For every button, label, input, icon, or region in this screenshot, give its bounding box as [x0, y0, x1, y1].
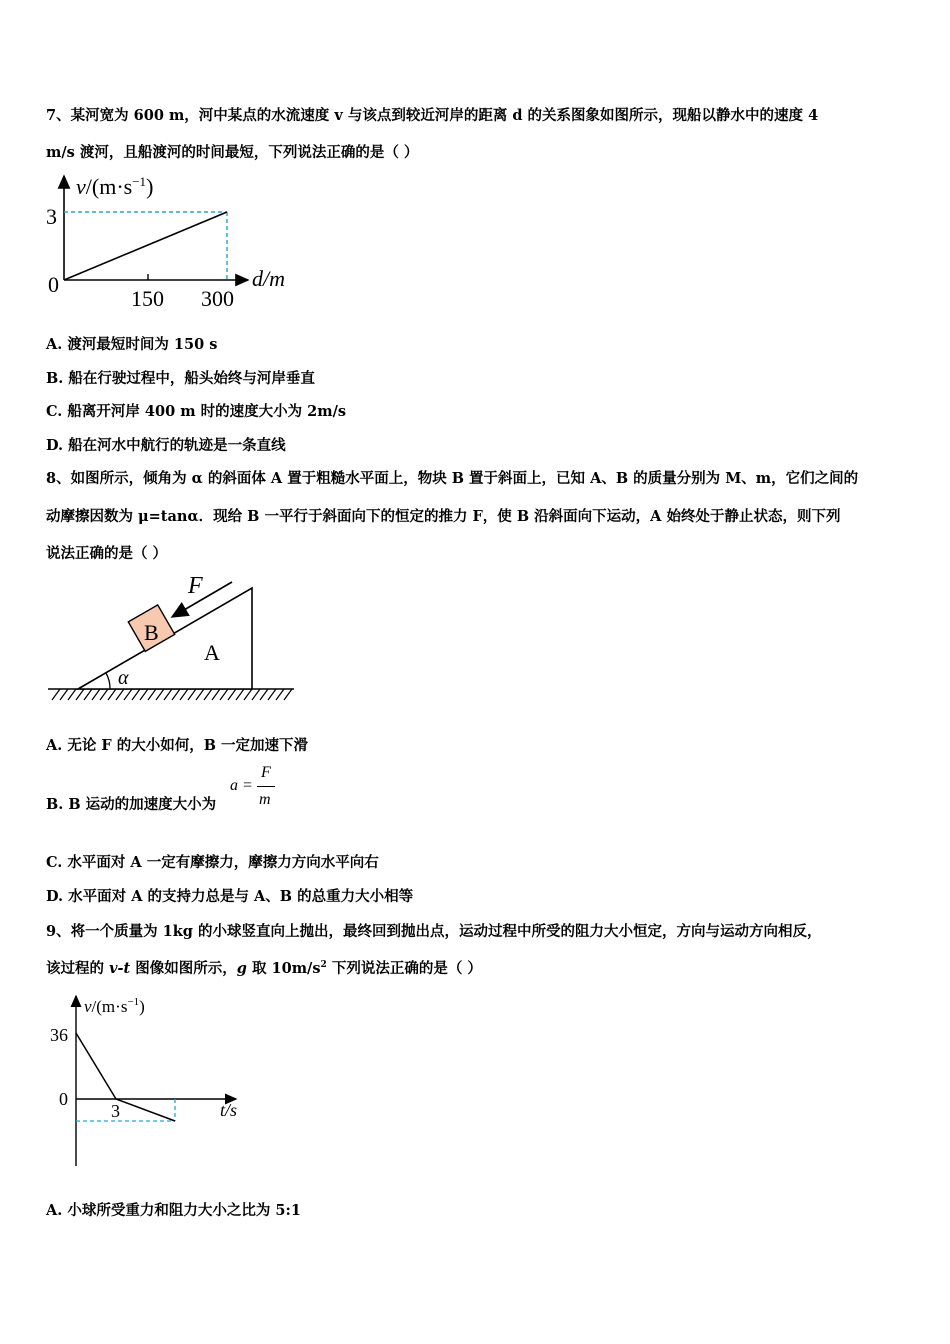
q9-y-label-text: /(m·s — [91, 997, 128, 1016]
q7-x-tick-300: 300 — [201, 286, 234, 311]
q7-velocity-distance-graph — [40, 168, 310, 313]
q8-angle-label: α — [118, 667, 129, 689]
q8-ground-hatch — [52, 689, 292, 700]
q9-line2-b: 图像如图所示， — [130, 960, 237, 977]
q9-vt-graph — [44, 988, 264, 1173]
q9-line2-g: g — [236, 960, 247, 977]
q7-option-a[interactable]: A. 渡河最短时间为 150 s — [46, 336, 218, 353]
q8-option-b-text: B. B 运动的加速度大小为 — [46, 796, 217, 813]
q9-x-tick-3: 3 — [111, 1101, 120, 1121]
q7-y-label-end: ) — [146, 174, 154, 199]
q8-option-a[interactable]: A. 无论 F 的大小如何，B 一定加速下滑 — [46, 737, 309, 754]
q7-option-c[interactable]: C. 船离开河岸 400 m 时的速度大小为 2m/s — [46, 403, 347, 420]
q8-incline-figure — [44, 566, 299, 706]
q9-data-line — [76, 1033, 175, 1121]
q8-force-label: F — [188, 573, 203, 599]
q8-block-label: B — [144, 620, 159, 645]
q7-y-label-sup: −1 — [132, 174, 147, 189]
q7-stem-line1: 7、某河宽为 600 m，河中某点的水流速度 v 与该点到较近河岸的距离 d 的关系图象如图所示，现船以静水中的速度 4 — [46, 107, 819, 124]
q7-option-b[interactable]: B. 船在行驶过程中，船头始终与河岸垂直 — [46, 370, 315, 387]
q7-y-axis-label: $v/(m\cdot s^{-1})$ — [76, 174, 154, 199]
q7-x-axis-label: d/m — [252, 266, 285, 291]
q8-stem-line1: 8、如图所示，倾角为 α 的斜面体 A 置于粗糙水平面上，物块 B 置于斜面上，已知 A、B 的质量分别为 M、m，它们之间的 — [46, 470, 859, 487]
q9-y-label-end: ) — [139, 997, 145, 1016]
q7-y-tick-3: 3 — [46, 204, 57, 229]
q8-wedge-label: A — [204, 640, 220, 665]
q9-line2-sup: 2 — [320, 960, 327, 971]
q8-option-d[interactable]: D. 水平面对 A 的支持力总是与 A、B 的总重力大小相等 — [46, 888, 414, 905]
q9-y-tick-36: 36 — [50, 1025, 68, 1045]
q9-stem-line2 — [46, 957, 910, 978]
q9-option-a[interactable]: A. 小球所受重力和阻力大小之比为 5:1 — [46, 1202, 301, 1219]
q7-data-line — [64, 212, 227, 280]
q7-x-tick-150: 150 — [131, 286, 164, 311]
q9-line2-d: 下列说法正确的是（ ） — [326, 960, 482, 977]
q8-formula-numerator: F — [261, 764, 271, 781]
q9-x-axis-label: t/s — [220, 1100, 238, 1120]
q9-origin-label: 0 — [59, 1089, 68, 1109]
q9-y-label-sup: −1 — [127, 996, 140, 1008]
q7-origin-label: 0 — [48, 272, 59, 297]
q9-line2-c: 取 10m/s — [246, 960, 321, 977]
q7-y-label-text: /(m·s — [85, 174, 133, 199]
q9-line2-a: 该过程的 — [46, 960, 110, 977]
q9-stem-line1: 9、将一个质量为 1kg 的小球竖直向上抛出，最终回到抛出点，运动过程中所受的阻力大小恒定，方向与运动方向相反， — [46, 923, 822, 940]
q7-option-d[interactable]: D. 船在河水中航行的轨迹是一条直线 — [46, 437, 286, 454]
q9-y-axis-label: $v/(m\cdot s^{-1})$ — [84, 996, 145, 1016]
q8-stem-line2: 动摩擦因数为 μ=tanα．现给 B 一平行于斜面向下的恒定的推力 F，使 B 沿斜面向下运动，A 始终处于静止状态，则下列 — [46, 508, 841, 525]
q8-formula-denominator: m — [259, 791, 271, 808]
q7-stem-line2: m/s 渡河，且船渡河的时间最短，下列说法正确的是（ ） — [46, 144, 419, 161]
q8-option-b[interactable] — [46, 764, 910, 813]
q8-formula-bar — [257, 786, 275, 787]
q8-option-c[interactable]: C. 水平面对 A 一定有摩擦力，摩擦力方向水平向右 — [46, 854, 379, 871]
q8-formula-lhs: a = — [230, 777, 253, 794]
q9-line2-vt: v-t — [109, 960, 131, 977]
q8-stem-line3: 说法正确的是（ ） — [46, 545, 168, 562]
